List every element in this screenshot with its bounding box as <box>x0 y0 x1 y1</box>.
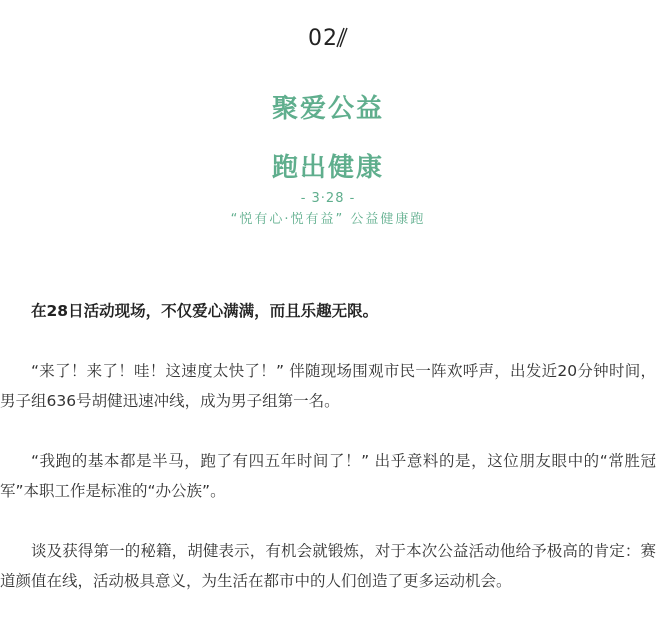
paragraph-3: “我跑的基本都是半马，跑了有四五年时间了！” 出乎意料的是，这位朋友眼中的“常胜冠军”本职工作是标准的“办公族”。 <box>0 452 656 500</box>
event-date: - 3·28 - <box>300 191 356 206</box>
article-body <box>0 296 656 626</box>
lead-paragraph: 在28日活动现场，不仅爱心满满，而且乐趣无限。 <box>31 302 379 320</box>
heading-line-2: 跑出健康 <box>271 153 384 183</box>
heading-line-1: 聚爱公益 <box>271 94 384 124</box>
section-number <box>0 24 656 54</box>
paragraph-4: 谈及获得第一的秘籍，胡健表示，有机会就锻炼，对于本次公益活动他给予极高的肯定：赛道颜值在线，活动极具意义，为生活在都市中的人们创造了更多运动机会。 <box>0 542 656 590</box>
event-name: “悦有心·悦有益” 公益健康跑 <box>230 212 426 227</box>
double-slash-icon <box>334 26 348 48</box>
section-number-text: 02 <box>308 26 338 51</box>
paragraph-2: “来了！来了！哇！这速度太快了！” 伴随现场围观市民一阵欢呼声，出发近20分钟时间，男子组636号胡健迅速冲线，成为男子组第一名。 <box>0 362 656 410</box>
